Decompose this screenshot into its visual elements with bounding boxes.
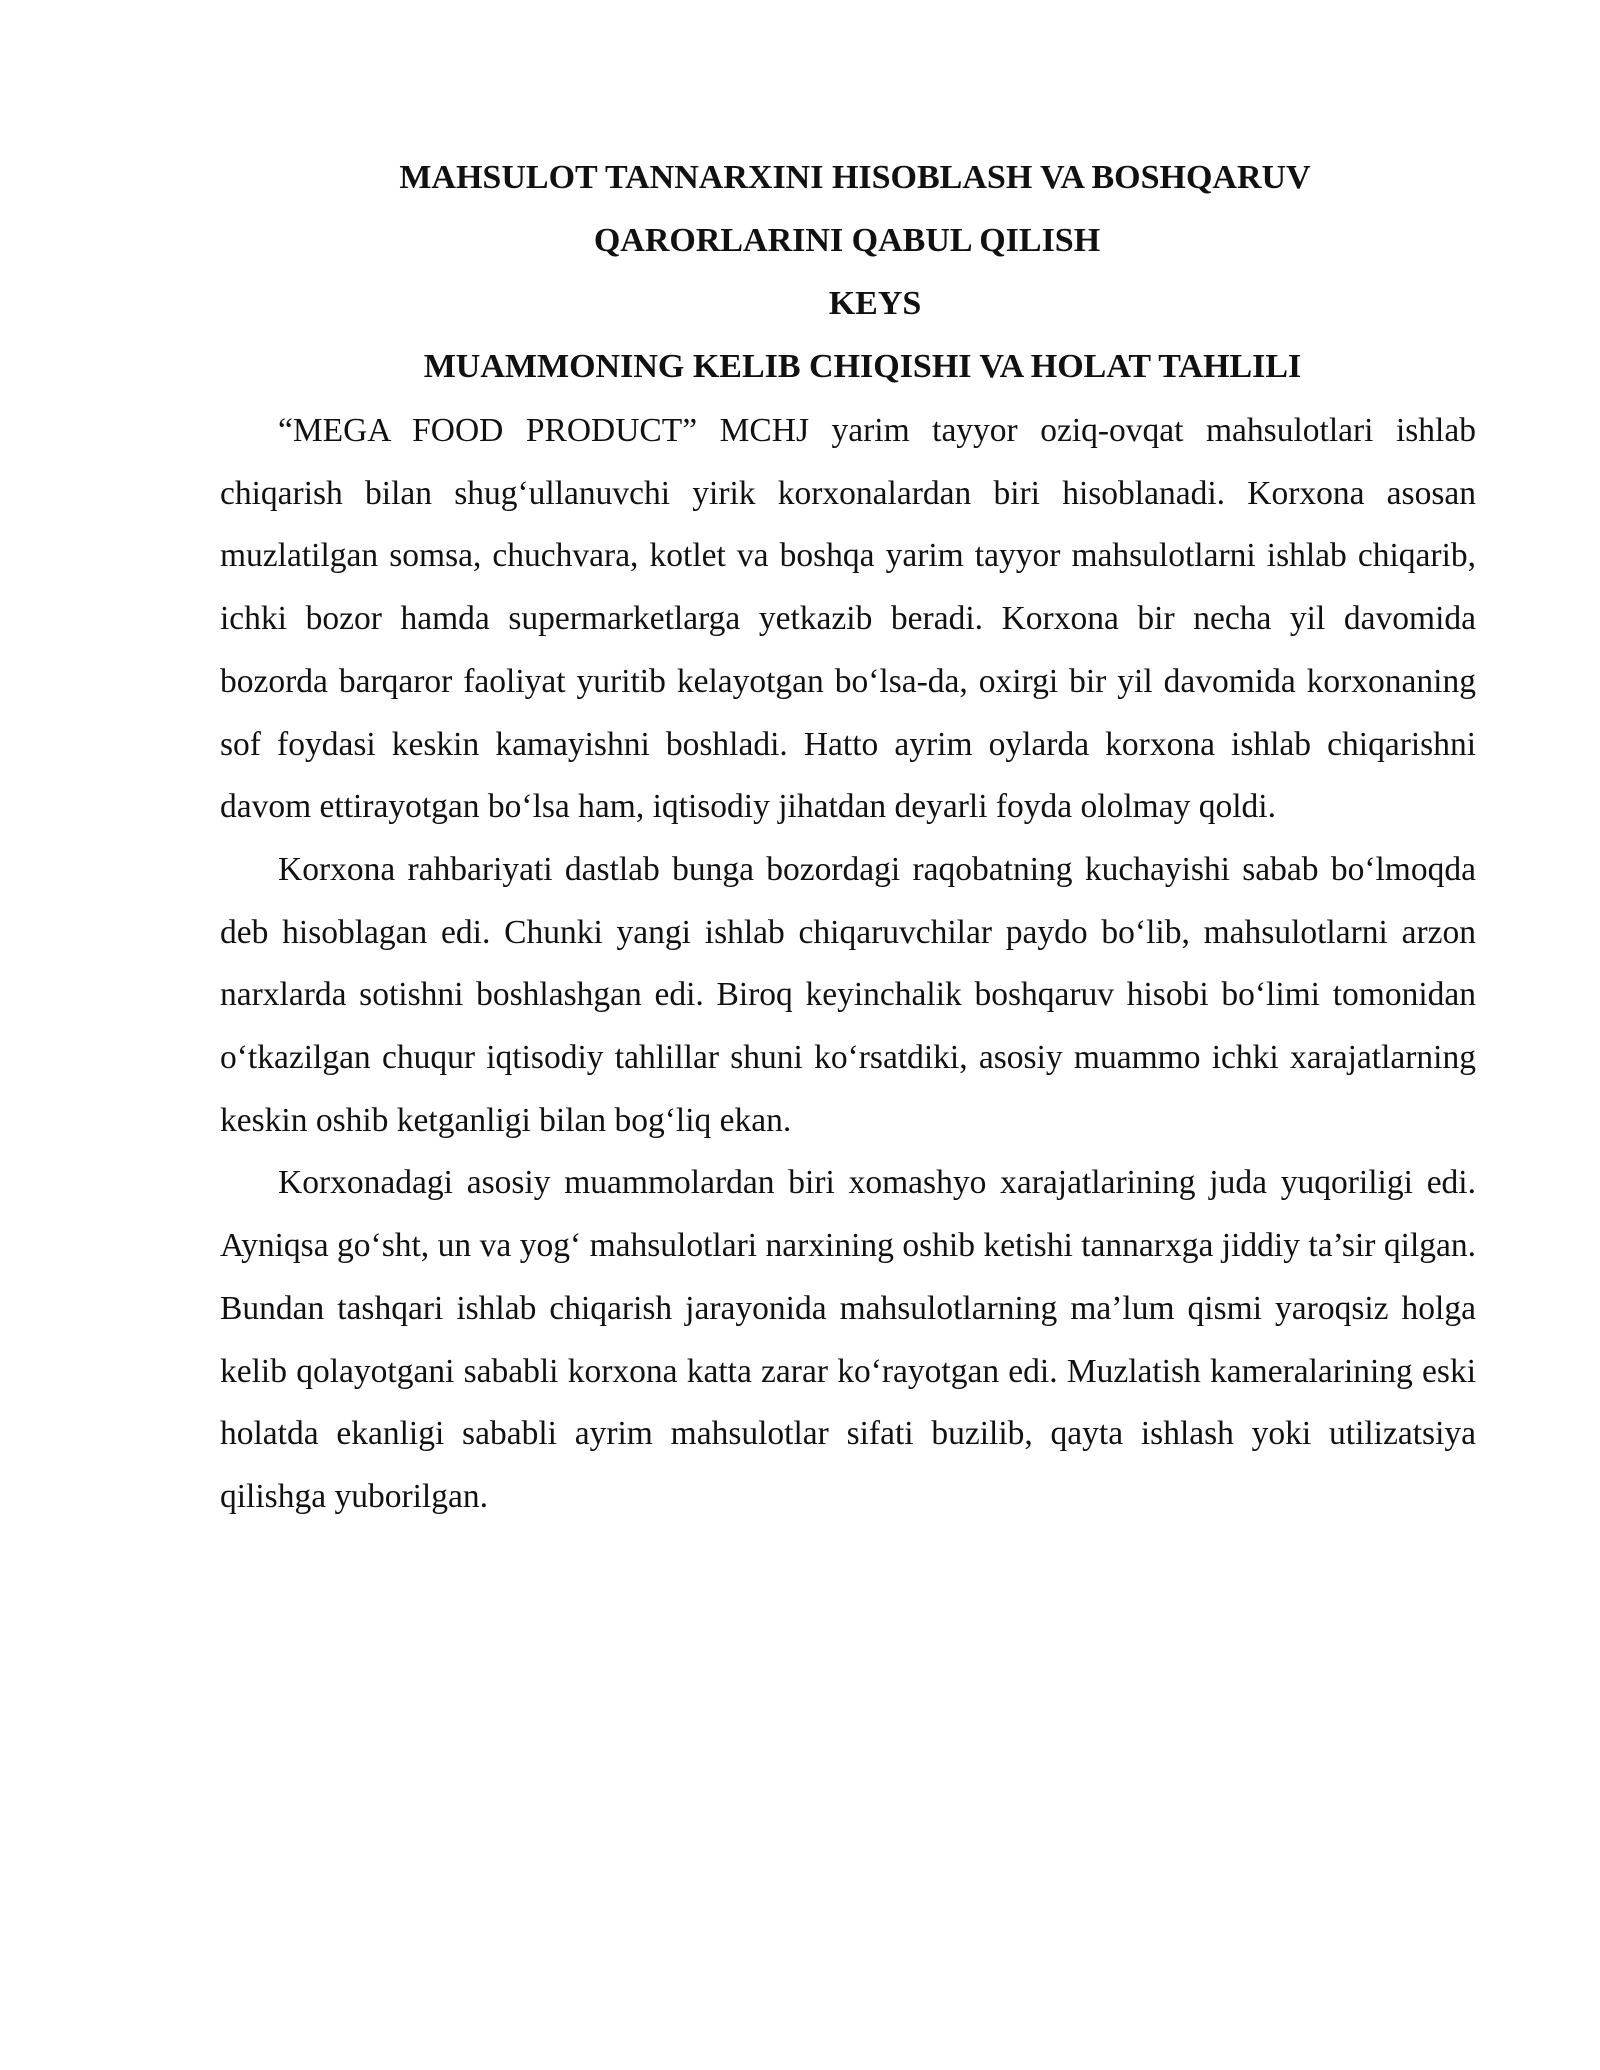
title-block (220, 146, 1480, 398)
paragraph-3: Korxonadagi asosiy muammolardan biri xomashyo xarajatlarining juda yuqoriligi edi. Ayniqsa go‘sht, un va yog‘ mahsulotlari narxining oshib ketishi tannarxga jiddiy ta’sir qilgan. Bundan tashqari ishlab chiqarish jarayonida mahsulotlarning ma’lum qismi yaroqsiz holga kelib qolayotgani sababli korxona katta zarar ko‘rayotgan edi. Muzlatish kameralarining eski holatda ekanligi sababli ayrim mahsulotlar sifati buzilib, qayta ishlash yoki utilizatsiya qilishga yuborilgan. (220, 1164, 1476, 1515)
section-heading: MUAMMONING KELIB CHIQISHI VA HOLAT TAHLILI (423, 348, 1302, 385)
paragraph-2: Korxona rahbariyati dastlab bunga bozordagi raqobatning kuchayishi sabab bo‘lmoqda deb hisoblagan edi. Chunki yangi ishlab chiqaruvchilar paydo bo‘lib, mahsulotlarni arzon narxlarda sotishni boshlashgan edi. Biroq keyinchalik boshqaruv hisobi bo‘limi tomonidan o‘tkazilgan chuqur iqtisodiy tahlillar shuni ko‘rsatdiki, asosiy muammo ichki xarajatlarning keskin oshib ketganligi bilan bog‘liq ekan. (220, 850, 1476, 1139)
document-title-line-2: QARORLARINI QABUL QILISH (593, 222, 1101, 259)
document-title-line-1: MAHSULOT TANNARXINI HISOBLASH VA BOSHQARUV (399, 159, 1311, 196)
paragraph-1: “MEGA FOOD PRODUCT” MCHJ yarim tayyor oziq-ovqat mahsulotlari ishlab chiqarish bilan shug‘ullanuvchi yirik korxonalardan biri hisoblanadi. Korxona asosan muzlatilgan somsa, chuchvara, kotlet va boshqa yarim tayyor mahsulotlarni ishlab chiqarib, ichki bozor hamda supermarketlarga yetkazib beradi. Korxona bir necha yil davomida bozorda barqaror faoliyat yuritib kelayotgan bo‘lsa-da, oxirgi bir yil davomida korxonaning sof foydasi keskin kamayishni boshladi. Hatto ayrim oylarda korxona ishlab chiqarishni davom ettirayotgan bo‘lsa ham, iqtisodiy jihatdan deyarli foyda ololmay qoldi. (220, 412, 1476, 826)
document-body (220, 400, 1476, 1529)
case-label: KEYS (828, 285, 922, 322)
